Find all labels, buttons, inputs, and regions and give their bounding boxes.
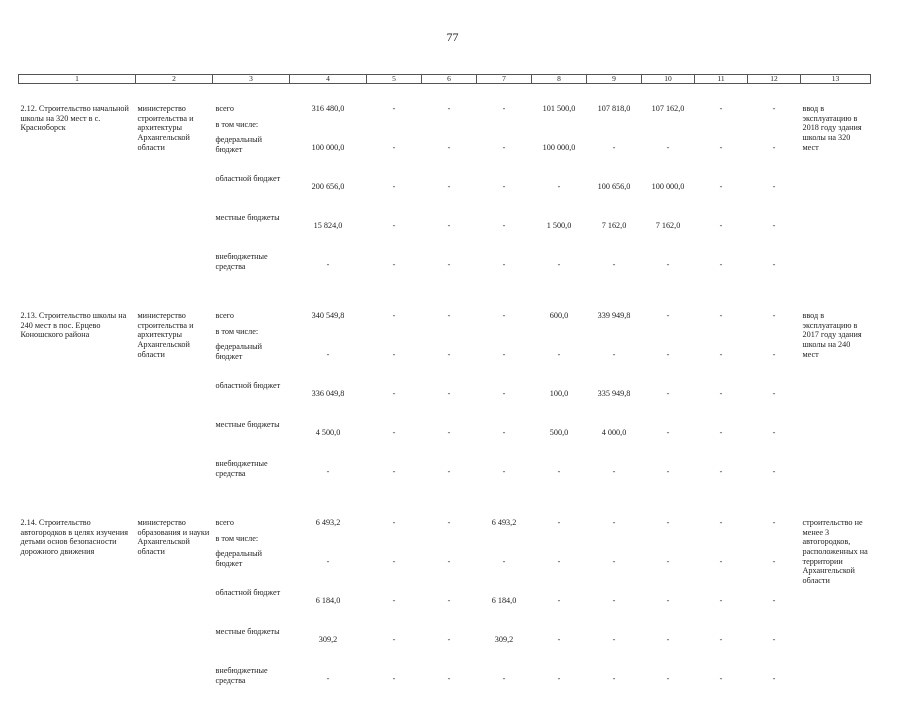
funding-value: -	[587, 252, 642, 291]
funding-value: -	[290, 666, 367, 705]
funding-value: 339 949,8	[587, 291, 642, 342]
funding-value: -	[477, 291, 532, 342]
funding-value: 107 162,0	[642, 84, 695, 136]
funding-source	[213, 342, 290, 381]
funding-source-label: внебюджетные средства	[216, 666, 268, 685]
funding-value: -	[477, 381, 532, 420]
funding-value: -	[642, 498, 695, 549]
funding-value: -	[695, 498, 748, 549]
funding-source-label: внебюджетные средства	[216, 252, 268, 271]
funding-source-label: местные бюджеты	[216, 627, 280, 636]
funding-value: 6 184,0	[290, 588, 367, 627]
funding-source-label: федеральный бюджет	[216, 549, 263, 568]
funding-value: -	[532, 342, 587, 381]
funding-value: -	[748, 252, 801, 291]
funding-value: -	[642, 420, 695, 459]
funding-value: -	[367, 666, 422, 705]
funding-value: -	[477, 459, 532, 498]
column-number: 2	[136, 75, 213, 84]
funding-source-label: внебюджетные средства	[216, 459, 268, 478]
funding-value: -	[422, 459, 477, 498]
funding-value: -	[748, 381, 801, 420]
funding-value: -	[748, 135, 801, 174]
column-number: 4	[290, 75, 367, 84]
funding-value: -	[642, 549, 695, 588]
funding-value: -	[695, 420, 748, 459]
funding-value: -	[587, 666, 642, 705]
funding-value: -	[748, 627, 801, 666]
funding-value: -	[748, 174, 801, 213]
column-number: 1	[19, 75, 136, 84]
funding-source-sublabel: в том числе:	[216, 120, 288, 130]
funding-value: -	[748, 342, 801, 381]
funding-source-label: областной бюджет	[216, 381, 281, 390]
project-executor: министерство строительства и архитектуры Архангельской области	[136, 291, 213, 498]
funding-source	[213, 381, 290, 420]
funding-value: -	[748, 213, 801, 252]
funding-value: -	[367, 498, 422, 549]
funding-value: -	[587, 549, 642, 588]
funding-value: 100 000,0	[532, 135, 587, 174]
funding-value: -	[695, 381, 748, 420]
funding-value: -	[367, 459, 422, 498]
funding-value: -	[422, 213, 477, 252]
funding-source-label: федеральный бюджет	[216, 342, 263, 361]
column-number-row	[19, 75, 871, 84]
funding-value: 107 818,0	[587, 84, 642, 136]
funding-value: -	[695, 588, 748, 627]
funding-value: -	[367, 627, 422, 666]
project-name: 2.13. Строительство школы на 240 мест в пос. Ерцево Коношского района	[19, 291, 136, 498]
column-number: 9	[587, 75, 642, 84]
funding-source-label: областной бюджет	[216, 174, 281, 183]
funding-value: -	[748, 498, 801, 549]
funding-value: -	[587, 498, 642, 549]
funding-value: 100,0	[532, 381, 587, 420]
funding-value: -	[477, 252, 532, 291]
funding-value: -	[532, 174, 587, 213]
funding-value: 600,0	[532, 291, 587, 342]
page-number: 77	[0, 30, 905, 45]
funding-source	[213, 549, 290, 588]
funding-value: -	[367, 588, 422, 627]
funding-value: -	[477, 342, 532, 381]
funding-value: 101 500,0	[532, 84, 587, 136]
funding-value: -	[642, 291, 695, 342]
funding-value: -	[587, 588, 642, 627]
funding-value: -	[477, 420, 532, 459]
funding-value: 7 162,0	[642, 213, 695, 252]
column-number: 7	[477, 75, 532, 84]
funding-value: 100 000,0	[642, 174, 695, 213]
column-number: 5	[367, 75, 422, 84]
project-note: ввод в эксплуатацию в 2018 году здания школы на 320 мест	[801, 84, 871, 292]
funding-value: -	[695, 213, 748, 252]
funding-value: 336 049,8	[290, 381, 367, 420]
funding-value: 100 656,0	[587, 174, 642, 213]
funding-value: -	[422, 498, 477, 549]
column-number: 3	[213, 75, 290, 84]
funding-source-label: всего	[216, 311, 234, 320]
funding-value: 309,2	[290, 627, 367, 666]
funding-value: -	[477, 174, 532, 213]
funding-value: -	[695, 174, 748, 213]
funding-source	[213, 498, 290, 549]
funding-source	[213, 588, 290, 627]
funding-value: 309,2	[477, 627, 532, 666]
funding-value: 1 500,0	[532, 213, 587, 252]
funding-value: -	[532, 498, 587, 549]
funding-value: -	[290, 252, 367, 291]
funding-value: -	[642, 252, 695, 291]
funding-value: -	[422, 627, 477, 666]
funding-value: -	[695, 627, 748, 666]
funding-value: -	[422, 291, 477, 342]
funding-value: -	[290, 549, 367, 588]
funding-value: 500,0	[532, 420, 587, 459]
funding-value: -	[748, 84, 801, 136]
funding-value: -	[532, 252, 587, 291]
table-body	[19, 84, 871, 705]
funding-value: 6 493,2	[477, 498, 532, 549]
funding-source-sublabel: в том числе:	[216, 534, 288, 544]
funding-value: -	[532, 459, 587, 498]
funding-value: 316 480,0	[290, 84, 367, 136]
funding-value: -	[290, 459, 367, 498]
column-number: 11	[695, 75, 748, 84]
funding-value: 6 184,0	[477, 588, 532, 627]
column-number: 12	[748, 75, 801, 84]
funding-value: 4 000,0	[587, 420, 642, 459]
project-executor: министерство образования и науки Архангельской области	[136, 498, 213, 705]
funding-source-label: федеральный бюджет	[216, 135, 263, 154]
funding-value: -	[367, 252, 422, 291]
funding-value: -	[587, 135, 642, 174]
funding-source-sublabel: в том числе:	[216, 327, 288, 337]
funding-value: -	[290, 342, 367, 381]
funding-value: -	[367, 381, 422, 420]
funding-value: -	[642, 381, 695, 420]
funding-value: -	[748, 420, 801, 459]
funding-source-label: местные бюджеты	[216, 213, 280, 222]
funding-value: -	[422, 135, 477, 174]
funding-value: -	[477, 666, 532, 705]
funding-value: -	[695, 459, 748, 498]
funding-value: -	[367, 342, 422, 381]
funding-value: -	[532, 588, 587, 627]
project-executor: министерство строительства и архитектуры Архангельской области	[136, 84, 213, 292]
funding-value: -	[748, 459, 801, 498]
funding-source	[213, 252, 290, 291]
funding-value: -	[422, 588, 477, 627]
table-row	[19, 291, 871, 342]
funding-value: -	[695, 342, 748, 381]
funding-value: -	[532, 666, 587, 705]
funding-value: 4 500,0	[290, 420, 367, 459]
funding-value: -	[367, 174, 422, 213]
funding-source	[213, 135, 290, 174]
column-number: 13	[801, 75, 871, 84]
project-name: 2.14. Строительство автогородков в целях изучения детьми основ безопасности дорожного движения	[19, 498, 136, 705]
funding-value: -	[587, 459, 642, 498]
funding-value: -	[748, 549, 801, 588]
funding-value: -	[477, 213, 532, 252]
program-table	[18, 74, 871, 705]
funding-value: -	[422, 174, 477, 213]
funding-value: -	[642, 627, 695, 666]
project-note: строительство не менее 3 автогородков, расположенных на территории Архангельской области	[801, 498, 871, 705]
funding-value: -	[367, 84, 422, 136]
funding-source	[213, 420, 290, 459]
funding-value: -	[422, 84, 477, 136]
funding-source	[213, 291, 290, 342]
funding-value: 6 493,2	[290, 498, 367, 549]
funding-value: -	[695, 291, 748, 342]
funding-value: -	[422, 342, 477, 381]
funding-value: 200 656,0	[290, 174, 367, 213]
funding-value: -	[695, 84, 748, 136]
funding-source	[213, 459, 290, 498]
funding-value: -	[367, 135, 422, 174]
funding-source	[213, 213, 290, 252]
funding-value: -	[695, 666, 748, 705]
funding-value: -	[642, 135, 695, 174]
column-number: 6	[422, 75, 477, 84]
funding-value: -	[477, 549, 532, 588]
funding-source-label: местные бюджеты	[216, 420, 280, 429]
funding-source	[213, 627, 290, 666]
funding-value: -	[422, 381, 477, 420]
funding-value: -	[642, 459, 695, 498]
funding-value: -	[477, 84, 532, 136]
funding-value: -	[748, 666, 801, 705]
column-number: 10	[642, 75, 695, 84]
funding-source-label: всего	[216, 104, 234, 113]
funding-value: -	[587, 342, 642, 381]
funding-value: -	[587, 627, 642, 666]
funding-value: -	[477, 135, 532, 174]
funding-source-label: всего	[216, 518, 234, 527]
funding-value: -	[367, 420, 422, 459]
funding-value: 340 549,8	[290, 291, 367, 342]
funding-source	[213, 666, 290, 705]
funding-value: -	[532, 549, 587, 588]
funding-value: -	[367, 291, 422, 342]
funding-source	[213, 174, 290, 213]
funding-value: -	[642, 342, 695, 381]
funding-value: -	[695, 549, 748, 588]
funding-value: -	[367, 549, 422, 588]
funding-value: -	[695, 135, 748, 174]
funding-value: -	[642, 666, 695, 705]
funding-source	[213, 84, 290, 136]
table-row	[19, 498, 871, 549]
funding-value: -	[695, 252, 748, 291]
project-note: ввод в эксплуатацию в 2017 году здания школы на 240 мест	[801, 291, 871, 498]
funding-value: -	[422, 666, 477, 705]
funding-value: -	[422, 420, 477, 459]
funding-value: -	[367, 213, 422, 252]
funding-value: -	[532, 627, 587, 666]
project-name: 2.12. Строительство начальной школы на 320 мест в с. Красноборск	[19, 84, 136, 292]
funding-value: -	[422, 549, 477, 588]
funding-value: -	[748, 291, 801, 342]
table-row	[19, 84, 871, 136]
funding-value: 100 000,0	[290, 135, 367, 174]
funding-value: 335 949,8	[587, 381, 642, 420]
funding-value: -	[422, 252, 477, 291]
column-number: 8	[532, 75, 587, 84]
funding-source-label: областной бюджет	[216, 588, 281, 597]
funding-value: -	[748, 588, 801, 627]
funding-value: -	[642, 588, 695, 627]
funding-value: 7 162,0	[587, 213, 642, 252]
funding-value: 15 824,0	[290, 213, 367, 252]
